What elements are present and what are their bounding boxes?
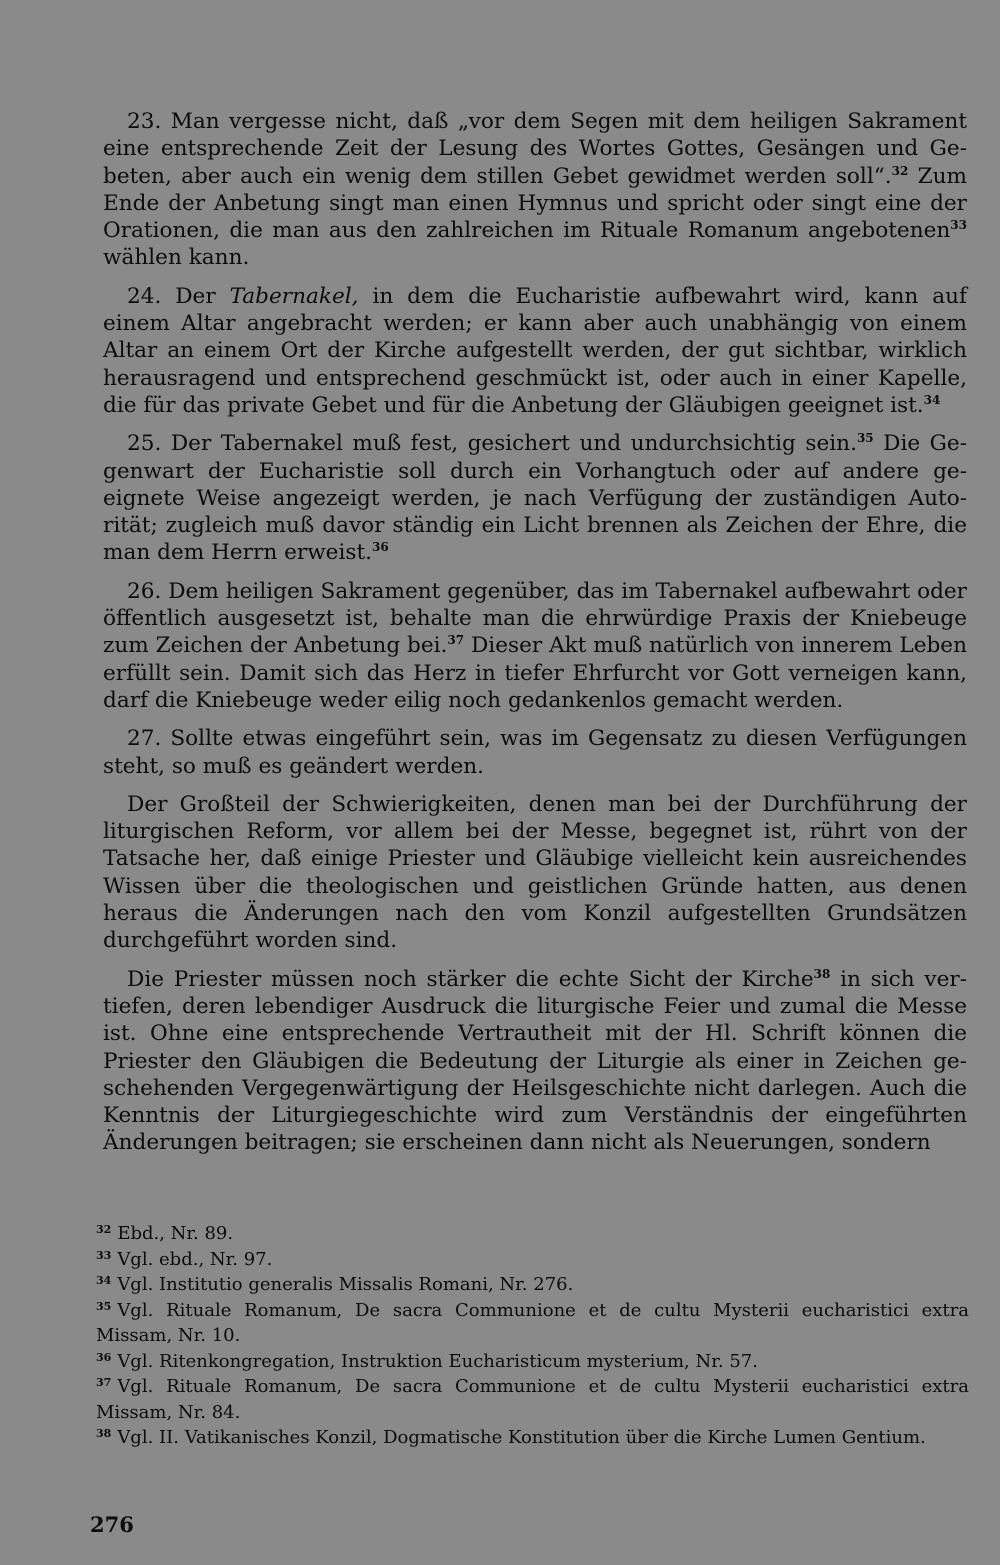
footnote-text: Vgl. Rituale Romanum, De sacra Communione et de cultu Mysterii eucharistici extra Missam, Nr. 84. [96, 1376, 969, 1423]
footnote [96, 1374, 969, 1425]
footnote-text: Vgl. Institutio generalis Missalis Romani, Nr. 276. [117, 1274, 574, 1295]
footnote [96, 1221, 969, 1247]
footnote-text: Ebd., Nr. 89. [117, 1223, 234, 1244]
footnote-ref: 35 [856, 431, 874, 446]
text-run: 23. Man vergesse nicht, daß „vor dem Segen mit dem heiligen Sakrament eine entsprechende Zeit der Lesung des Wortes Gottes, Gesängen und Gebeten, aber auch ein wenig dem stillen Gebet gewidmet werden soll“. [103, 109, 967, 189]
footnote-text: Vgl. Ritenkongregation, Instruktion Eucharisticum mysterium, Nr. 57. [117, 1350, 758, 1372]
text-run: Zum Ende der Anbetung singt man einen Hymnus und spricht oder singt eine der Orationen, die man aus den zahlreichen im Rituale Romanum angebotenen [103, 163, 967, 244]
main-text [103, 108, 967, 1157]
text-run: Der Großteil der Schwierigkeiten, denen man bei der Durchführung der liturgischen Reform, vor allem bei der Messe, begegnet ist, rührt von der Tatsache her, daß einige Priester und Gläubige vielleicht kein ausreichendes Wissen über die theologischen und geistlichen Gründe hatten, aus denen heraus die Änderungen nach den vom Konzil aufgestellten Grundsätzen durchgeführt worden sind. [103, 791, 967, 954]
footnote-number: 34 [96, 1274, 112, 1287]
footnote-ref: 37 [447, 633, 465, 648]
footnote-text: Vgl. Rituale Romanum, De sacra Communione et de cultu Mysterii eucharistici extra Missam, Nr. 10. [96, 1299, 969, 1346]
text-run: wählen kann. [103, 245, 250, 271]
footnote-number: 32 [96, 1223, 112, 1236]
footnote-ref: 38 [813, 966, 831, 981]
text-run: 27. Sollte etwas eingeführt sein, was im Gegensatz zu diesen Verfügungen steht, so muß es geändert werden. [103, 726, 967, 779]
text-run: Die Priester müssen noch stärker die echte Sicht der Kirche [127, 966, 814, 992]
footnote-number: 37 [96, 1376, 112, 1389]
paragraph [103, 966, 967, 1157]
footnote [96, 1298, 969, 1349]
page-number: 276 [90, 1512, 134, 1537]
footnote [96, 1349, 969, 1375]
footnote-number: 38 [96, 1427, 112, 1440]
paragraph [103, 578, 967, 714]
paragraph [103, 791, 967, 955]
footnote [96, 1425, 969, 1451]
text-run: 25. Der Tabernakel muß fest, gesichert und undurchsichtig sein. [127, 431, 857, 457]
footnote-number: 35 [96, 1299, 112, 1313]
footnote [96, 1247, 969, 1273]
paragraph [103, 430, 967, 566]
text-run: in sich vertiefen, deren lebendiger Ausdruck die liturgische Feier und zumal die Messe ist. Ohne eine entsprechende Vertrautheit mit der Hl. Schrift können die Priester den Gläubigen die Bedeutung der Liturgie als einer in Zeichen geschehenden Vergegenwärtigung der Heilsgeschichte nicht darlegen. Auch die Kenntnis der Liturgiegeschichte wird zum Verständnis der eingeführten Änderungen beitragen; sie erscheinen dann nicht als Neuerungen, sondern [103, 966, 967, 1156]
text-run: in dem die Eucharistie aufbewahrt wird, kann auf einem Altar angebracht werden; er kann aber auch unabhängig von einem Altar an einem Ort der Kirche aufgestellt werden, der gut sichtbar, wirklich herausragend und entsprechend geschmückt ist, oder auch in einer Kapelle, die für das private Gebet und für die Anbetung der Gläubigen geeignet ist. [103, 283, 967, 418]
text-run: 26. Dem heiligen Sakrament gegenüber, das im Tabernakel aufbewahrt oder öffentlich ausgesetzt ist, behalte man die ehrwürdige Praxis der Kniebeuge zum Zeichen der Anbetung bei. [103, 578, 967, 659]
paragraph [103, 108, 967, 272]
paragraph [103, 725, 967, 780]
footnote-ref: 33 [950, 218, 967, 233]
paragraph [103, 283, 967, 419]
footnote [96, 1272, 969, 1298]
footnote-number: 33 [96, 1248, 112, 1262]
italic-term: Tabernakel, [229, 283, 359, 309]
text-run: 24. Der [127, 283, 230, 309]
footnote-number: 36 [96, 1350, 112, 1364]
footnote-text: Vgl. II. Vatikanisches Konzil, Dogmatische Konstitution über die Kirche Lumen Gentium. [117, 1427, 926, 1448]
text-run: Die Gegenwart der Eucharistie soll durch ein Vorhangtuch oder auf andere geeignete Weise angezeigt werden, je nach Verfügung der zuständigen Autorität; zugleich muß davor ständig ein Licht brennen als Zeichen der Ehre, die man dem Herrn erweist. [103, 431, 967, 566]
text-run: Dieser Akt muß natürlich von innerem Leben erfüllt sein. Damit sich das Herz in tiefer Ehrfurcht vor Gott verneigen kann, darf die Kniebeuge weder eilig noch gedankenlos gemacht werden. [103, 633, 967, 713]
footnotes [96, 1221, 969, 1451]
footnote-ref: 34 [923, 392, 941, 407]
footnote-ref: 32 [891, 163, 909, 178]
footnote-ref: 36 [371, 540, 389, 555]
footnote-text: Vgl. ebd., Nr. 97. [117, 1248, 273, 1270]
